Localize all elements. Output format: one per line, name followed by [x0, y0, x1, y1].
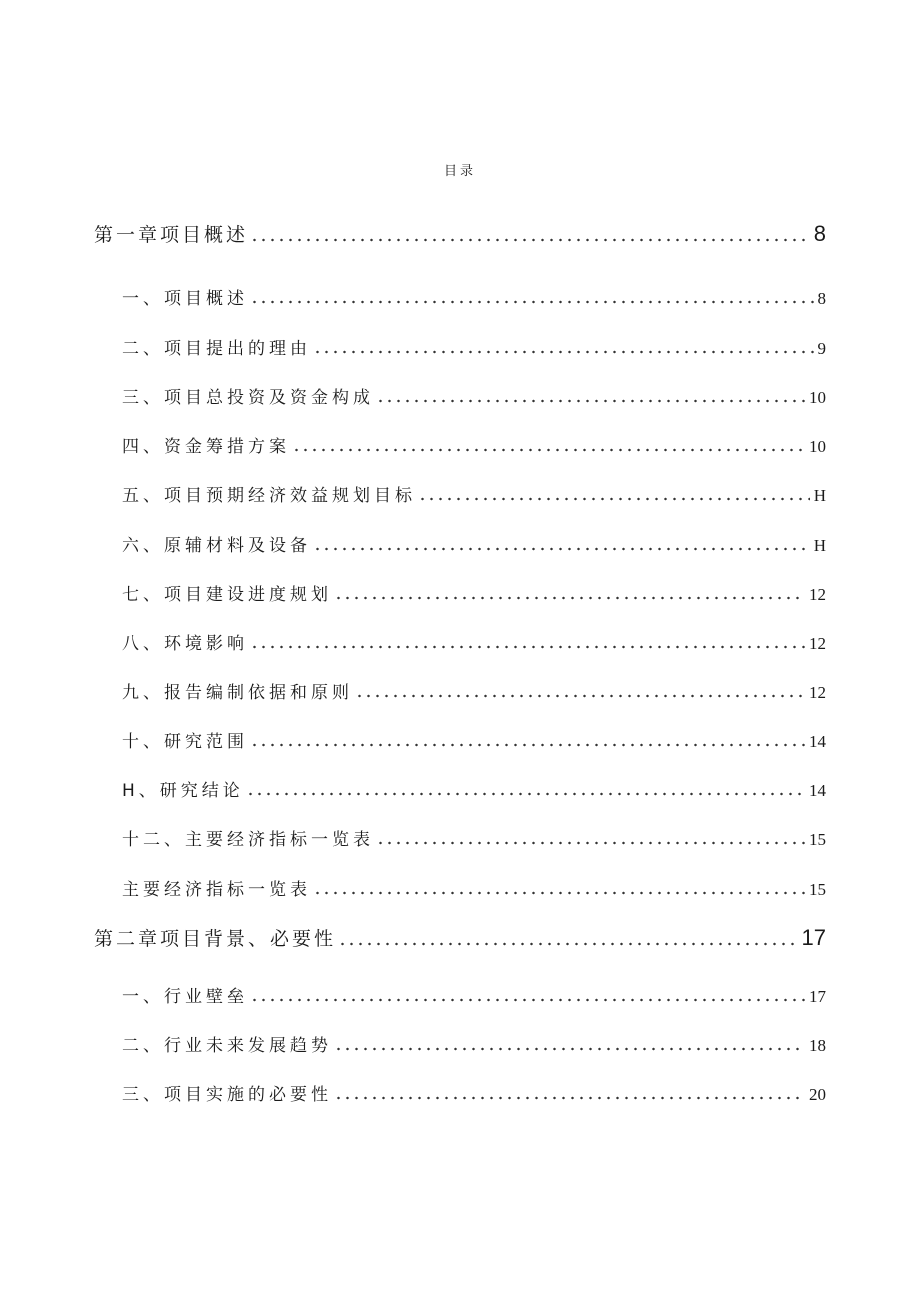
dot-leader: [334, 1047, 805, 1051]
dot-leader: [334, 596, 805, 600]
toc-page-number: 14: [809, 781, 826, 800]
toc-page-number: 8: [817, 289, 826, 308]
toc-page-number: 18: [809, 1036, 826, 1055]
toc-section-entry[interactable]: [122, 531, 826, 556]
toc-page-number: 17: [809, 987, 826, 1006]
toc-section-entry[interactable]: [122, 776, 826, 801]
dot-leader: [250, 743, 805, 747]
toc-entry-label: 十、研究范围: [122, 732, 248, 752]
dot-leader: [355, 694, 805, 698]
toc-entry-label: 九、报告编制依据和原则: [122, 683, 353, 703]
toc-page-number: 15: [809, 830, 826, 849]
toc-page-number: 9: [817, 339, 826, 358]
toc-page-number: 15: [809, 880, 826, 899]
toc-section-entry[interactable]: [122, 678, 826, 703]
toc-chapter-entry[interactable]: [94, 220, 826, 247]
toc-entry-label: 五、项目预期经济效益规划目标: [122, 486, 416, 506]
toc-section-entry[interactable]: [122, 727, 826, 752]
toc-entry-label: 一、行业壁垒: [122, 987, 248, 1007]
toc-entry-label: 六、原辅材料及设备: [122, 536, 311, 556]
toc-page-number: 20: [809, 1085, 826, 1104]
toc-page-number: H: [813, 536, 826, 555]
toc-section-entry[interactable]: [122, 334, 826, 359]
toc-entry-label: H、研究结论: [122, 781, 244, 801]
toc-entry-label: 三、项目总投资及资金构成: [122, 388, 374, 408]
dot-leader: [376, 399, 805, 403]
dot-leader: [292, 448, 805, 452]
toc-page-number: 17: [801, 925, 826, 950]
dot-leader: [250, 238, 810, 242]
toc-page-number: 12: [809, 683, 826, 702]
toc-entry-label: 二、行业未来发展趋势: [122, 1036, 332, 1056]
toc-page-number: 14: [809, 732, 826, 751]
toc-entry-label: 一、项目概述: [122, 289, 248, 309]
toc-entry-label: 十二、主要经济指标一览表: [122, 830, 374, 850]
dot-leader: [250, 300, 814, 304]
toc-chapter-entry[interactable]: [94, 924, 826, 951]
toc-page-number: 10: [809, 437, 826, 456]
dot-leader: [376, 841, 805, 845]
toc-section-entry[interactable]: [122, 481, 826, 506]
toc-entry-label: 八、环境影响: [122, 634, 248, 654]
toc-section-entry[interactable]: [122, 1080, 826, 1105]
toc-section-entry[interactable]: [122, 383, 826, 408]
toc-section-entry[interactable]: [122, 1031, 826, 1056]
dot-leader: [246, 792, 805, 796]
dot-leader: [313, 547, 810, 551]
dot-leader: [250, 998, 805, 1002]
toc-section-entry[interactable]: [122, 982, 826, 1007]
dot-leader: [313, 350, 814, 354]
toc-page-number: 8: [813, 221, 826, 246]
toc-entry-label: 三、项目实施的必要性: [122, 1085, 332, 1105]
toc-section-entry[interactable]: [122, 629, 826, 654]
toc-page-number: 12: [809, 585, 826, 604]
toc-section-entry[interactable]: [122, 580, 826, 605]
dot-leader: [338, 942, 798, 946]
toc-page-number: 10: [809, 388, 826, 407]
toc-section-entry[interactable]: [122, 875, 826, 900]
toc-page-number: H: [813, 486, 826, 505]
dot-leader: [313, 891, 805, 895]
toc-entry-label: 第二章项目背景、必要性: [94, 928, 337, 950]
toc-section-entry[interactable]: [122, 825, 826, 850]
toc-title: 目录: [443, 164, 476, 179]
dot-leader: [334, 1096, 805, 1100]
dot-leader: [418, 497, 810, 501]
toc-section-entry[interactable]: [122, 432, 826, 457]
toc-page-number: 12: [809, 634, 826, 653]
toc-entry-label: 第一章项目概述: [94, 224, 249, 246]
toc-section-entry[interactable]: [122, 284, 826, 309]
toc-entry-label: 二、项目提出的理由: [122, 339, 311, 359]
toc-entry-label: 四、资金筹措方案: [122, 437, 290, 457]
toc-entry-label: 七、项目建设进度规划: [122, 585, 332, 605]
dot-leader: [250, 645, 805, 649]
toc-entry-label: 主要经济指标一览表: [122, 880, 311, 900]
